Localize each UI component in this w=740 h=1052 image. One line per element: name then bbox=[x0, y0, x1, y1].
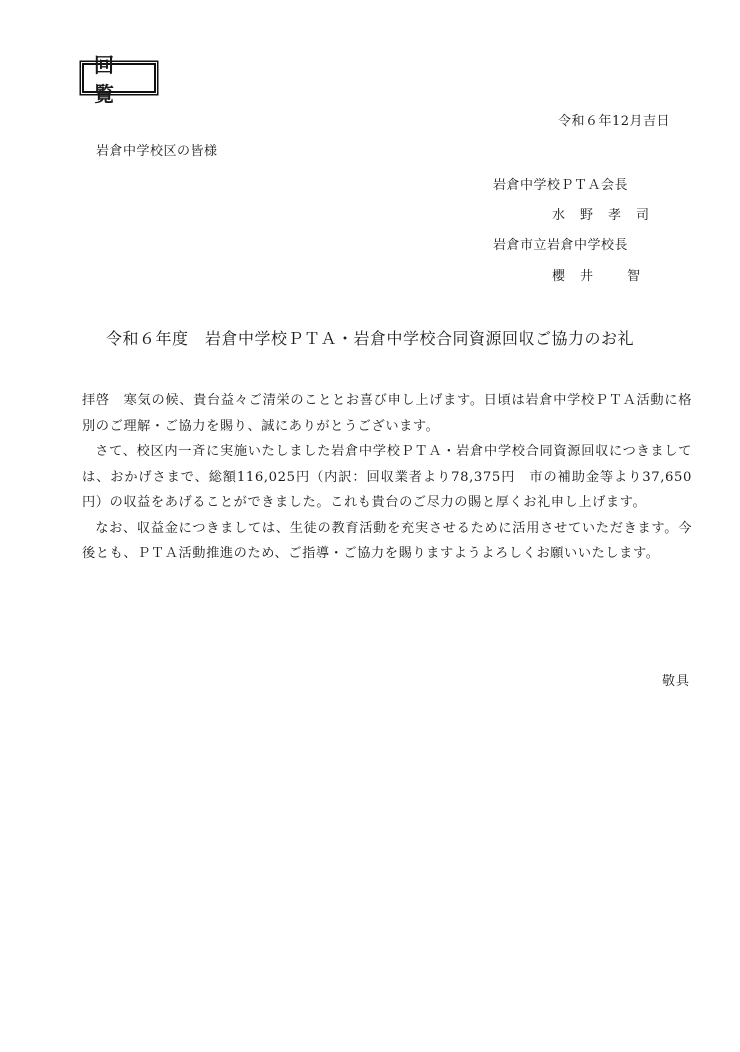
body-paragraph-results: さて、校区内一斉に実施いたしました岩倉中学校ＰＴＡ・岩倉中学校合同資源回収につきましては、おかげさまで、総額116,025円（内訳：回収業者より78,375円 市の補助金等より37,650円）の収益をあげることができました。これも貴台のご尽力の賜と厚くお礼申し上げます。 bbox=[82, 444, 692, 510]
document-date: 令和６年12月吉日 bbox=[557, 114, 670, 129]
closing-word: 敬具 bbox=[661, 674, 690, 689]
letter-body bbox=[82, 388, 692, 567]
sender-name-pta: 水野孝司 bbox=[552, 208, 665, 223]
body-paragraph-usage: なお、収益金につきましては、生徒の教育活動を充実させるために活用させていただきます。今後とも、ＰＴＡ活動推進のため、ご指導・ご協力を賜りますようよろしくお願いいたします。 bbox=[82, 520, 692, 561]
sender-name-principal: 櫻井 智 bbox=[552, 269, 656, 284]
sender-title-principal: 岩倉市立岩倉中学校長 bbox=[493, 238, 629, 253]
circulation-stamp bbox=[82, 53, 156, 106]
document-title: 令和６年度 岩倉中学校ＰＴＡ・岩倉中学校合同資源回収ご協力のお礼 bbox=[105, 329, 634, 348]
body-paragraph-greeting: 拝啓 寒気の候、貴台益々ご清栄のこととお喜び申し上げます。日頃は岩倉中学校ＰＴＡ活動に格別のご理解・ご協力を賜り、誠にありがとうございます。 bbox=[82, 393, 692, 434]
sender-title-pta: 岩倉中学校ＰＴＡ会長 bbox=[493, 178, 629, 193]
recipient-line: 岩倉中学校区の皆様 bbox=[96, 144, 218, 159]
circulation-label: 回 覧 bbox=[94, 53, 124, 106]
